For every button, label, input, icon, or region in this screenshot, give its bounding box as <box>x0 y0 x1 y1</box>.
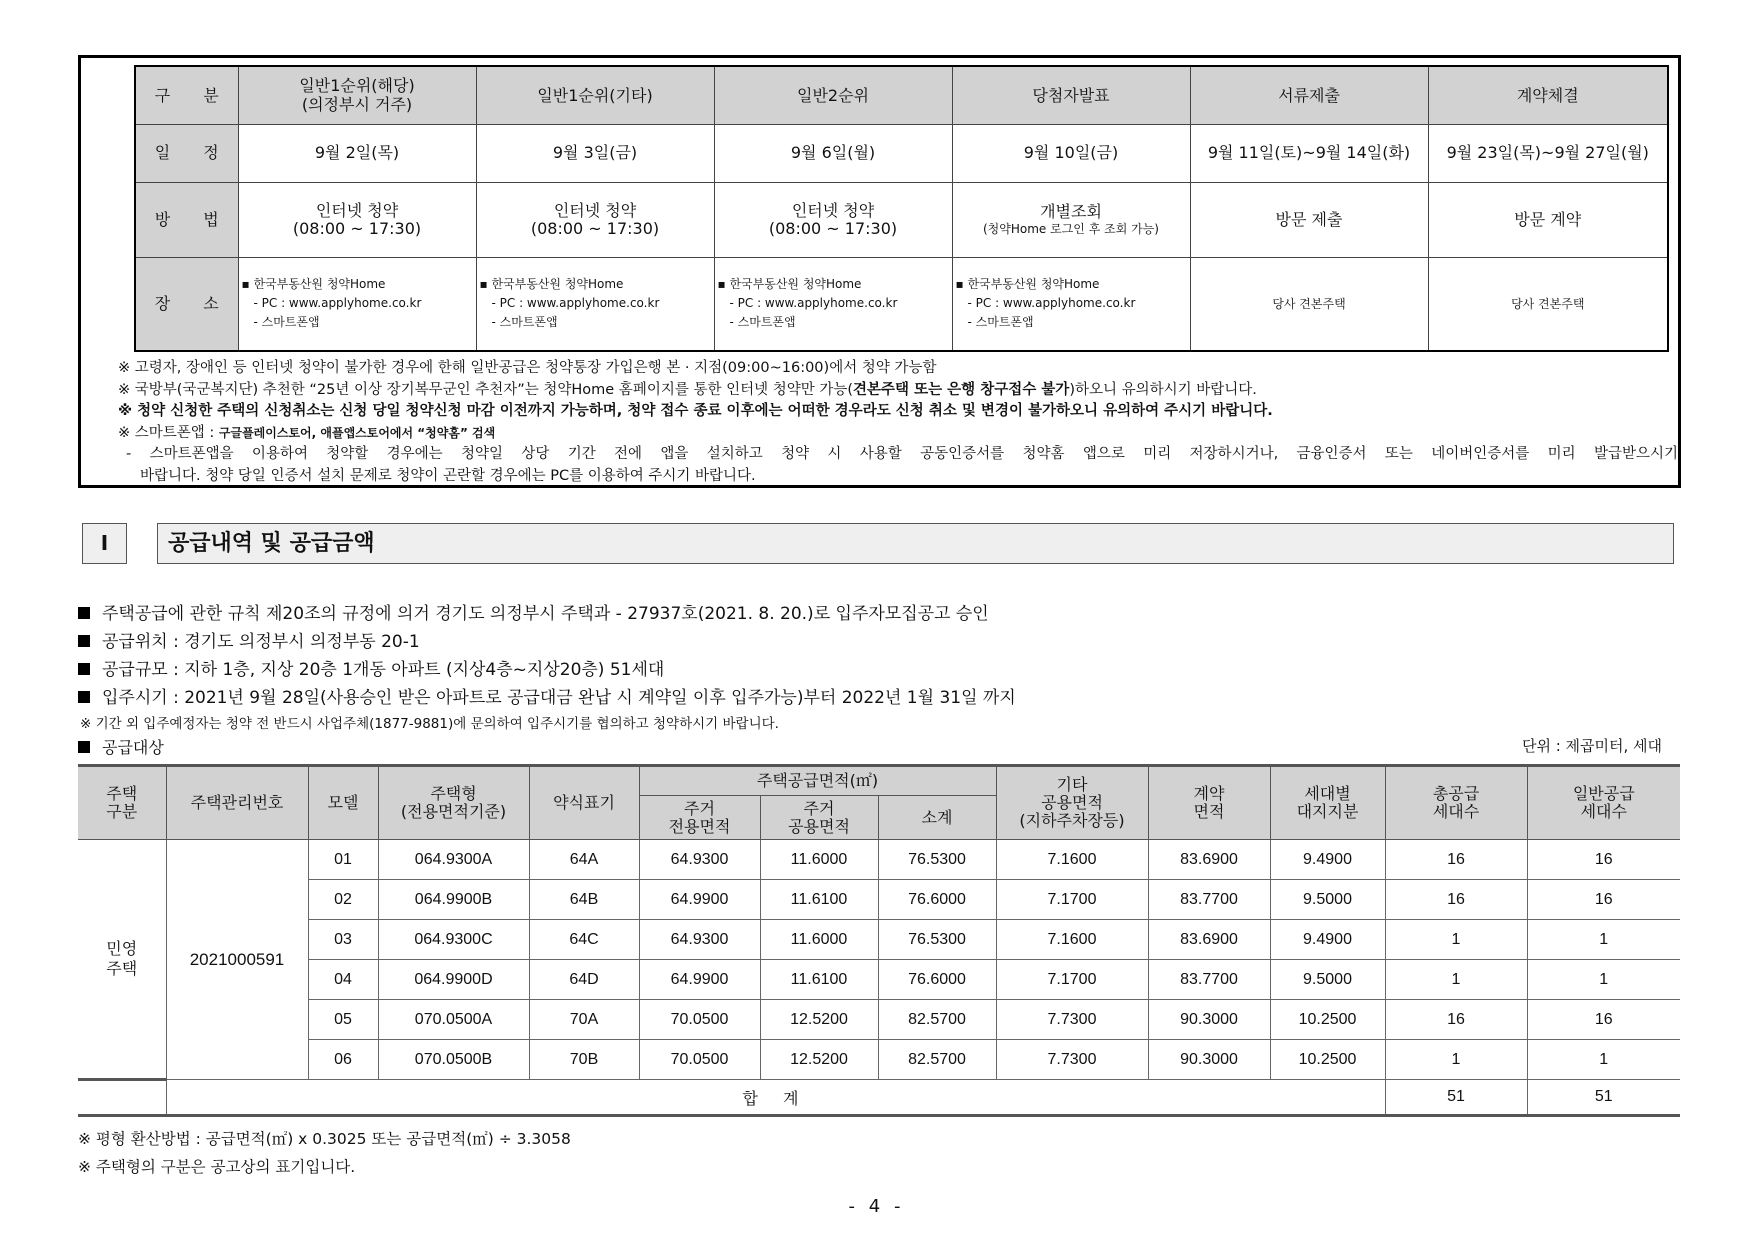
method-main: 인터넷 청약 <box>791 200 875 220</box>
bullet-scale <box>78 655 664 680</box>
footnote-conversion: ※ 평형 환산방법 : 공급면적(㎡) x 0.3025 또는 공급면적(㎡) ÷ 3.3058 <box>78 1130 571 1148</box>
bullet-location <box>78 627 420 652</box>
table-row <box>78 1000 1680 1040</box>
note-line: ※ 고령자, 장애인 등 인터넷 청약이 불가한 경우에 한해 일반공급은 청약통장 가입은행 본 · 지점(09:00~16:00)에서 청약 가능함 <box>118 360 937 376</box>
land-share-cell: 9.4900 <box>1270 920 1385 960</box>
total-label: 합 계 <box>166 1080 1385 1116</box>
contract-area-cell: 83.6900 <box>1148 920 1270 960</box>
header-document-submission: 서류제출 <box>1190 66 1428 124</box>
place-cell <box>952 257 1190 351</box>
section-number: I <box>82 523 127 564</box>
note-line <box>118 423 1678 445</box>
general-supply-cell: 1 <box>1527 960 1680 1000</box>
exclusive-area-cell: 64.9900 <box>639 880 760 920</box>
header-line: 계약 <box>1193 784 1225 803</box>
exclusive-area-cell: 64.9300 <box>639 840 760 880</box>
contract-area-cell: 83.6900 <box>1148 840 1270 880</box>
col-common-area <box>760 796 878 840</box>
header-line: 전용면적 <box>668 816 731 836</box>
col-housing-type <box>378 766 529 840</box>
table-row <box>78 920 1680 960</box>
row-label-method: 방 법 <box>135 182 238 257</box>
housing-type-cell: 064.9300A <box>378 840 529 880</box>
bullet-supply-target <box>78 735 164 758</box>
col-housing-category <box>78 766 166 840</box>
col-supply-area-group: 주택공급면적(㎡) <box>639 766 996 796</box>
general-supply-cell: 1 <box>1527 920 1680 960</box>
common-area-cell: 12.5200 <box>760 1000 878 1040</box>
note-text: )하오니 유의하시기 바랍니다. <box>1069 381 1257 398</box>
total-supply-cell: 1 <box>1385 1040 1527 1080</box>
contract-area-cell: 90.3000 <box>1148 1040 1270 1080</box>
header-line: 총공급 <box>1432 784 1480 803</box>
other-common-cell: 7.1700 <box>996 960 1148 1000</box>
method-cell <box>952 182 1190 257</box>
header-line: 주택형 <box>430 784 477 803</box>
housing-type-cell: 070.0500A <box>378 1000 529 1040</box>
bullet-text: 공급대상 <box>102 738 164 757</box>
bullet-text: 공급위치 : 경기도 의정부시 의정부동 20-1 <box>102 632 420 652</box>
col-subtotal: 소계 <box>878 796 996 840</box>
land-share-cell: 10.2500 <box>1270 1000 1385 1040</box>
common-area-cell: 11.6100 <box>760 960 878 1000</box>
place-line: - PC : www.applyhome.co.kr <box>491 296 660 311</box>
method-cell: 방문 제출 <box>1190 182 1428 257</box>
header-category: 구 분 <box>135 66 238 124</box>
place-line: - 스마트폰앱 <box>253 315 320 330</box>
total-general-count: 51 <box>1527 1080 1680 1116</box>
other-common-cell: 7.1700 <box>996 880 1148 920</box>
place-cell <box>238 257 476 351</box>
bullet-approval <box>78 599 989 624</box>
total-spacer <box>78 1080 166 1116</box>
management-number-cell: 2021000591 <box>166 840 308 1080</box>
method-cell <box>238 182 476 257</box>
general-supply-cell: 1 <box>1527 1040 1680 1080</box>
method-hours: (08:00 ~ 17:30) <box>768 218 898 238</box>
col-land-share <box>1270 766 1385 840</box>
common-area-cell: 11.6000 <box>760 840 878 880</box>
land-share-cell: 9.4900 <box>1270 840 1385 880</box>
method-main: 인터넷 청약 <box>553 200 637 220</box>
header-winner-announcement: 당첨자발표 <box>952 66 1190 124</box>
general-supply-cell: 16 <box>1527 840 1680 880</box>
subtotal-cell: 76.6000 <box>878 880 996 920</box>
bullet-move-in <box>78 683 1016 708</box>
application-schedule-box <box>78 55 1681 488</box>
land-share-cell: 10.2500 <box>1270 1040 1385 1080</box>
col-exclusive-area <box>639 796 760 840</box>
method-cell <box>714 182 952 257</box>
header-line: (지하주차장등) <box>1019 811 1125 830</box>
header-line: 세대수 <box>1580 802 1627 821</box>
total-supply-cell: 1 <box>1385 920 1527 960</box>
exclusive-area-cell: 70.0500 <box>639 1000 760 1040</box>
note-text: ※ 스마트폰앱 : <box>118 424 219 441</box>
note-line: - 스마트폰앱을 이용하여 청약할 경우에는 청약일 상당 기간 전에 앱을 설치하고 청약 시 사용할 공동인증서를 청약홈 앱으로 미리 저장하시거나, 금융인증서 또는 네이버인증서를 미리 발급받으시기 <box>126 446 1678 462</box>
place-line: ▪ 한국부동산원 청약Home <box>717 277 862 292</box>
note-text: ※ 국방부(국군복지단) 추천한 “25년 이상 장기복무군인 추천자”는 청약Home 홈페이지를 통한 인터넷 청약만 가능( <box>118 381 854 398</box>
abbreviation-cell: 64A <box>529 840 639 880</box>
header-contract: 계약체결 <box>1428 66 1668 124</box>
date-cell: 9월 10일(금) <box>952 124 1190 182</box>
note-text-bold: 견본주택 또는 은행 창구접수 불가 <box>853 381 1070 398</box>
place-line: ▪ 한국부동산원 청약Home <box>241 277 386 292</box>
total-supply-cell: 16 <box>1385 1000 1527 1040</box>
total-supply-count: 51 <box>1385 1080 1527 1116</box>
housing-category-cell <box>78 840 166 1080</box>
header-line: 일반공급 <box>1572 784 1635 803</box>
page-number: - 4 - <box>848 1196 905 1217</box>
table-row <box>78 1040 1680 1080</box>
place-line: - 스마트폰앱 <box>491 315 558 330</box>
header-line: 기타 <box>1056 775 1088 794</box>
header-line: 일반1순위(해당) <box>299 76 415 96</box>
contract-area-cell: 83.7700 <box>1148 880 1270 920</box>
note-line <box>118 380 1678 402</box>
row-label-place: 장 소 <box>135 257 238 351</box>
col-management-number: 주택관리번호 <box>166 766 308 840</box>
total-supply-cell: 16 <box>1385 840 1527 880</box>
col-contract-area <box>1148 766 1270 840</box>
model-cell: 05 <box>308 1000 378 1040</box>
place-line: ▪ 한국부동산원 청약Home <box>479 277 624 292</box>
model-cell: 03 <box>308 920 378 960</box>
header-line: 대지지분 <box>1296 802 1359 821</box>
abbreviation-cell: 70A <box>529 1000 639 1040</box>
common-area-cell: 11.6100 <box>760 880 878 920</box>
place-cell: 당사 견본주택 <box>1428 257 1668 351</box>
category-line: 민영 <box>106 939 138 958</box>
model-cell: 06 <box>308 1040 378 1080</box>
header-line: 공용면적 <box>1041 793 1103 812</box>
col-general-supply <box>1527 766 1680 840</box>
housing-type-cell: 064.9300C <box>378 920 529 960</box>
square-bullet-icon <box>78 607 90 619</box>
subtotal-cell: 76.6000 <box>878 960 996 1000</box>
header-line: (전용면적기준) <box>400 802 507 821</box>
abbreviation-cell: 64C <box>529 920 639 960</box>
bullet-text: 공급규모 : 지하 1층, 지상 20층 1개동 아파트 (지상4층~지상20층) 51세대 <box>102 660 665 680</box>
method-hours: (08:00 ~ 17:30) <box>530 218 660 238</box>
place-line: - PC : www.applyhome.co.kr <box>253 296 422 311</box>
other-common-cell: 7.1600 <box>996 920 1148 960</box>
supply-table <box>78 764 1680 1117</box>
square-bullet-icon <box>78 663 90 675</box>
place-line: - 스마트폰앱 <box>729 315 796 330</box>
general-supply-cell: 16 <box>1527 1000 1680 1040</box>
abbreviation-cell: 64D <box>529 960 639 1000</box>
unit-label: 단위 : 제곱미터, 세대 <box>1521 737 1662 755</box>
col-total-supply <box>1385 766 1527 840</box>
method-note: (청약Home 로그인 후 조회 가능) <box>983 221 1159 236</box>
method-cell: 방문 계약 <box>1428 182 1668 257</box>
col-other-common-area <box>996 766 1148 840</box>
common-area-cell: 11.6000 <box>760 920 878 960</box>
place-cell <box>714 257 952 351</box>
common-area-cell: 12.5200 <box>760 1040 878 1080</box>
subtotal-cell: 76.5300 <box>878 840 996 880</box>
place-line: - PC : www.applyhome.co.kr <box>967 296 1136 311</box>
exclusive-area-cell: 64.9900 <box>639 960 760 1000</box>
application-schedule-table <box>134 65 1669 352</box>
header-line: 세대별 <box>1304 784 1351 803</box>
housing-type-cell: 064.9900B <box>378 880 529 920</box>
contract-area-cell: 90.3000 <box>1148 1000 1270 1040</box>
subtotal-cell: 82.5700 <box>878 1040 996 1080</box>
header-general-first-other: 일반1순위(기타) <box>476 66 714 124</box>
date-cell: 9월 11일(토)~9월 14일(화) <box>1190 124 1428 182</box>
table-row <box>78 960 1680 1000</box>
header-line: 면적 <box>1193 802 1225 821</box>
footnote-type: ※ 주택형의 구분은 공고상의 표기입니다. <box>78 1158 356 1176</box>
header-line: 세대수 <box>1432 802 1480 821</box>
total-supply-cell: 1 <box>1385 960 1527 1000</box>
model-cell: 02 <box>308 880 378 920</box>
exclusive-area-cell: 70.0500 <box>639 1040 760 1080</box>
col-abbreviation: 약식표기 <box>529 766 639 840</box>
place-cell <box>476 257 714 351</box>
method-main: 인터넷 청약 <box>315 200 399 220</box>
date-cell: 9월 3일(금) <box>476 124 714 182</box>
table-row <box>78 880 1680 920</box>
note-text-bold: 구글플레이스토어, 애플앱스토어에서 “청약홈” 검색 <box>218 425 496 440</box>
method-main: 개별조회 <box>1040 201 1102 221</box>
square-bullet-icon <box>78 635 90 647</box>
date-cell: 9월 2일(목) <box>238 124 476 182</box>
contract-area-cell: 83.7700 <box>1148 960 1270 1000</box>
section-title: 공급내역 및 공급금액 <box>157 523 1674 564</box>
move-in-note: ※ 기간 외 입주예정자는 청약 전 반드시 사업주체(1877-9881)에 문의하여 입주시기를 협의하고 청약하시기 바랍니다. <box>80 716 779 732</box>
header-line: 주거 <box>803 798 835 818</box>
subtotal-cell: 76.5300 <box>878 920 996 960</box>
total-supply-cell: 16 <box>1385 880 1527 920</box>
header-line: (의정부시 거주) <box>301 95 413 115</box>
col-model: 모델 <box>308 766 378 840</box>
method-cell <box>476 182 714 257</box>
header-general-first-local <box>238 66 476 124</box>
header-line: 주거 <box>684 798 715 818</box>
place-line: - 스마트폰앱 <box>967 315 1034 330</box>
abbreviation-cell: 70B <box>529 1040 639 1080</box>
header-line: 구분 <box>106 802 138 821</box>
other-common-cell: 7.7300 <box>996 1040 1148 1080</box>
exclusive-area-cell: 64.9300 <box>639 920 760 960</box>
subtotal-cell: 82.5700 <box>878 1000 996 1040</box>
bullet-text: 주택공급에 관한 규칙 제20조의 규정에 의거 경기도 의정부시 주택과 - 27937호(2021. 8. 20.)로 입주자모집공고 승인 <box>102 604 989 624</box>
table-row <box>78 840 1680 880</box>
note-line: 바랍니다. 청약 당일 인증서 설치 문제로 청약이 곤란할 경우에는 PC를 이용하여 주시기 바랍니다. <box>140 467 756 484</box>
row-label-date: 일 정 <box>135 124 238 182</box>
square-bullet-icon <box>78 741 90 753</box>
place-cell: 당사 견본주택 <box>1190 257 1428 351</box>
abbreviation-cell: 64B <box>529 880 639 920</box>
bullet-text: 입주시기 : 2021년 9월 28일(사용승인 받은 아파트로 공급대금 완납 시 계약일 이후 입주가능)부터 2022년 1월 31일 까지 <box>102 688 1016 708</box>
header-line: 주택 <box>106 784 138 803</box>
general-supply-cell: 16 <box>1527 880 1680 920</box>
method-hours: (08:00 ~ 17:30) <box>292 218 422 238</box>
supply-table-body <box>78 840 1680 1080</box>
header-line: 공용면적 <box>788 816 850 836</box>
land-share-cell: 9.5000 <box>1270 880 1385 920</box>
header-general-second: 일반2순위 <box>714 66 952 124</box>
square-bullet-icon <box>78 691 90 703</box>
note-line-bold: ※ 청약 신청한 주택의 신청취소는 신청 당일 청약신청 마감 이전까지 가능하며, 청약 접수 종료 이후에는 어떠한 경우라도 신청 취소 및 변경이 불가하오니 유의하여 주시기 바랍니다. <box>118 403 1273 419</box>
land-share-cell: 9.5000 <box>1270 960 1385 1000</box>
model-cell: 01 <box>308 840 378 880</box>
housing-type-cell: 070.0500B <box>378 1040 529 1080</box>
other-common-cell: 7.7300 <box>996 1000 1148 1040</box>
place-line: - PC : www.applyhome.co.kr <box>729 296 898 311</box>
model-cell: 04 <box>308 960 378 1000</box>
date-cell: 9월 6일(월) <box>714 124 952 182</box>
schedule-notes <box>118 358 1678 487</box>
housing-type-cell: 064.9900D <box>378 960 529 1000</box>
date-cell: 9월 23일(목)~9월 27일(월) <box>1428 124 1668 182</box>
place-line: ▪ 한국부동산원 청약Home <box>955 277 1100 292</box>
category-line: 주택 <box>106 959 138 978</box>
other-common-cell: 7.1600 <box>996 840 1148 880</box>
